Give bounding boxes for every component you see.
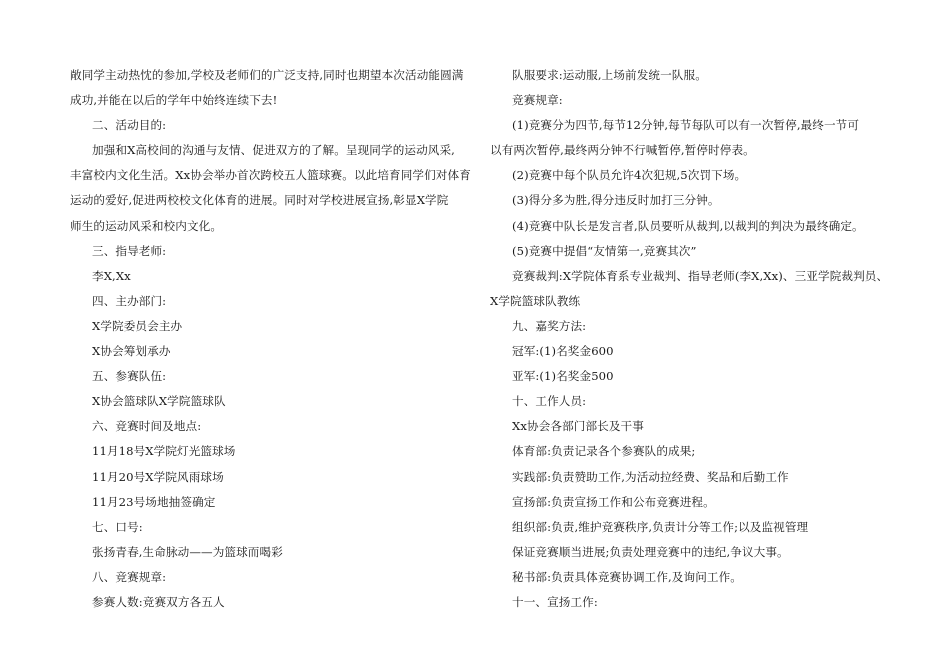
text-line: 亚军:(1)名奖金500 <box>512 369 614 384</box>
text-line: 竞赛规章: <box>512 93 563 108</box>
text-line: X学院委员会主办 <box>92 318 183 333</box>
text-line: 竞赛裁判:X学院体育系专业裁判、指导老师(李X,Xx)、三亚学院裁判员、 <box>512 268 889 283</box>
text-line: 组织部:负责,维护竞赛秩序,负责计分等工作;以及监视管理 <box>512 519 809 534</box>
text-line: 五、参赛队伍: <box>92 369 167 384</box>
text-line: 队服要求:运动服,上场前发统一队服。 <box>512 68 707 82</box>
text-line: 十一、宣扬工作: <box>512 594 598 609</box>
text-line: 师生的运动风采和校内文化。 <box>70 218 223 233</box>
text-line: 二、活动目的: <box>92 118 167 133</box>
text-line: 李X,Xx <box>92 268 131 283</box>
text-line: 运动的爱好,促进两校校文化体育的进展。同时对学校进展宣扬,彰显X学院 <box>70 193 449 208</box>
text-line: 敞同学主动热忱的参加,学校及老师们的广泛支持,同时也期望本次活动能圆满 <box>70 68 464 82</box>
text-line: 六、竞赛时间及地点: <box>92 419 202 434</box>
text-line: 三、指导老师: <box>92 243 167 258</box>
text-line: 四、主办部门: <box>92 293 167 308</box>
text-line: 体育部:负责记录各个参赛队的成果; <box>512 444 696 459</box>
text-line: Xx协会各部门部长及干事 <box>512 419 644 434</box>
text-line: 秘书部:负责具体竞赛协调工作,及询问工作。 <box>512 569 742 584</box>
left-column <box>70 63 470 615</box>
text-line: 十、工作人员: <box>512 394 587 409</box>
text-line: 11月20号X学院风雨球场 <box>92 469 224 484</box>
text-line: 实践部:负责赞助工作,为活动拉经费、奖品和后勤工作 <box>512 469 789 484</box>
text-line: 11月23号场地抽签确定 <box>92 494 216 509</box>
text-line: 宣扬部:负责宣扬工作和公布竞赛进程。 <box>512 494 715 509</box>
text-line: X协会筹划承办 <box>92 344 171 359</box>
text-line: 张扬青春,生命脉动——为篮球而喝彩 <box>92 544 283 559</box>
text-line: 保证竞赛顺当进展;负责处理竞赛中的违纪,争议大事。 <box>512 544 789 559</box>
text-line: 九、嘉奖方法: <box>512 318 587 333</box>
text-line: 冠军:(1)名奖金600 <box>512 344 614 359</box>
text-line: X协会篮球队X学院篮球队 <box>92 394 226 409</box>
text-line: 加强和X高校间的沟通与友情、促进双方的了解。呈现同学的运动风采, <box>92 143 455 158</box>
text-line: X学院篮球队教练 <box>490 293 581 308</box>
right-column <box>490 63 890 615</box>
text-line: 丰富校内文化生活。Xx协会举办首次跨校五人篮球赛。以此培育同学们对体育 <box>70 168 471 183</box>
text-line: 11月18号X学院灯光篮球场 <box>92 444 236 459</box>
text-line: 成功,并能在以后的学年中始终连续下去! <box>70 93 278 108</box>
text-line: 八、竞赛规章: <box>92 569 167 584</box>
text-line: 参赛人数:竞赛双方各五人 <box>92 594 225 609</box>
text-line: 以有两次暂停,最终两分钟不行喊暂停,暂停时停表。 <box>490 143 755 158</box>
text-line: (4)竞赛中队长是发言者,队员要听从裁判,以裁判的判决为最终确定。 <box>512 218 864 233</box>
text-line: (2)竞赛中每个队员允许4次犯规,5次罚下场。 <box>512 168 747 183</box>
text-line: (1)竞赛分为四节,每节12分钟,每节每队可以有一次暂停,最终一节可 <box>512 118 860 133</box>
text-line: (3)得分多为胜,得分违反时加打三分钟。 <box>512 193 720 208</box>
text-line: (5)竞赛中提倡“友情第一,竞赛其次” <box>512 243 697 258</box>
text-line: 七、口号: <box>92 519 143 534</box>
